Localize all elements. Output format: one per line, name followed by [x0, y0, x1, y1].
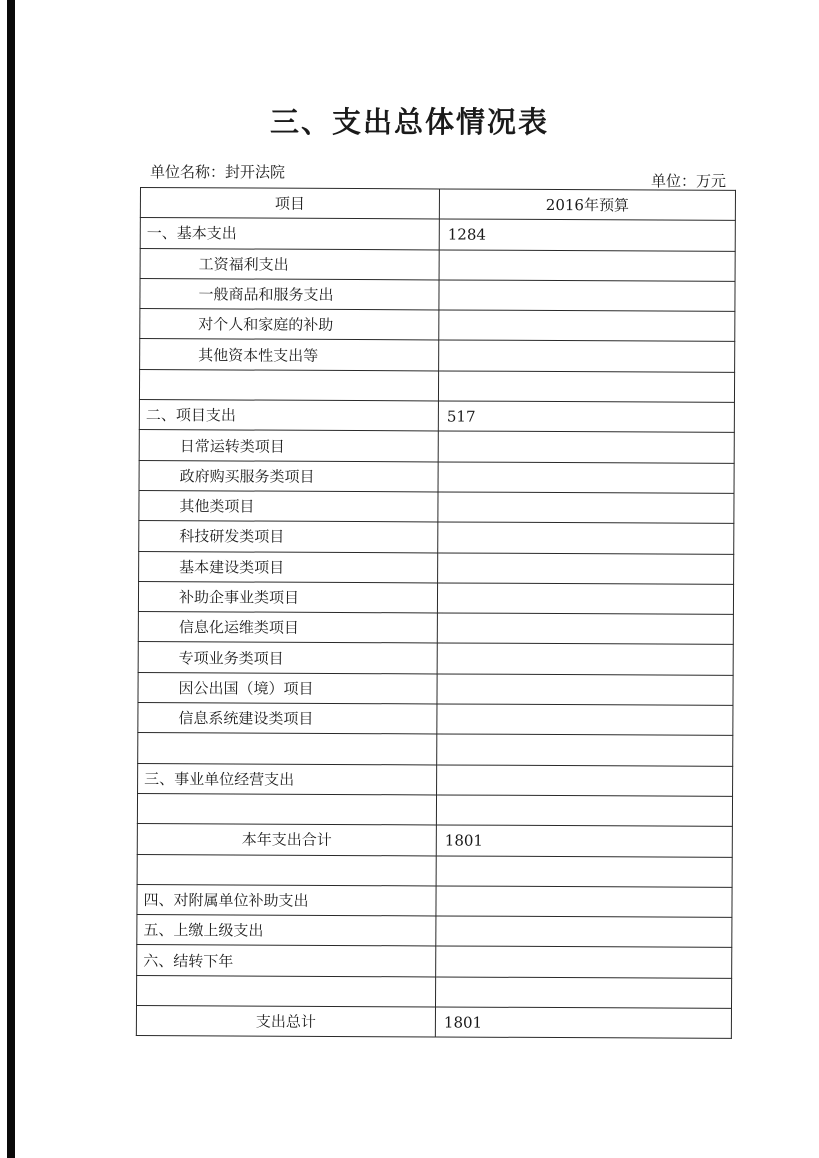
row-item-label: 五、上缴上级支出	[137, 915, 436, 947]
expenditure-table	[136, 187, 736, 1039]
table-row	[138, 642, 733, 675]
row-budget-value: 1284	[439, 219, 735, 251]
row-item-label: 一般商品和服务支出	[140, 278, 439, 310]
row-item-label: 补助企事业类项目	[138, 581, 437, 613]
row-budget-value	[439, 250, 735, 282]
page-title: 三、支出总体情况表	[269, 105, 549, 139]
table-row	[139, 460, 734, 493]
table-row	[136, 975, 731, 1008]
row-budget-value: 1801	[435, 1007, 731, 1039]
header-item: 项目	[140, 188, 439, 220]
table-row	[138, 763, 733, 796]
row-budget-value	[438, 492, 734, 524]
table-row	[140, 218, 735, 251]
table-body	[136, 218, 735, 1039]
table-row	[140, 339, 735, 372]
table-row	[136, 1006, 731, 1039]
row-budget-value	[437, 765, 733, 797]
row-item-label: 四、对附属单位补助支出	[137, 884, 436, 916]
row-item-label: 六、结转下年	[137, 945, 436, 977]
row-item-label: 日常运转类项目	[139, 430, 438, 462]
row-item-label: 因公出国（境）项目	[138, 672, 437, 704]
row-budget-value	[436, 946, 732, 978]
row-budget-value	[437, 613, 733, 645]
expenditure-table-wrapper	[136, 187, 736, 1039]
row-budget-value	[437, 704, 733, 736]
row-item-label: 对个人和家庭的补助	[140, 309, 439, 341]
row-budget-value	[436, 795, 732, 827]
row-item-label: 二、项目支出	[139, 400, 438, 432]
table-row	[137, 824, 732, 857]
row-item-label	[138, 733, 437, 765]
row-budget-value	[439, 340, 735, 372]
table-row	[139, 430, 734, 463]
row-budget-value: 517	[438, 401, 734, 433]
table-row	[139, 400, 734, 433]
table-row	[138, 581, 733, 614]
row-item-label: 其他资本性支出等	[140, 339, 439, 371]
row-item-label: 其他类项目	[139, 490, 438, 522]
row-item-label	[137, 854, 436, 886]
row-item-label: 一、基本支出	[140, 218, 439, 250]
table-header-row	[140, 188, 735, 221]
row-budget-value	[436, 916, 732, 948]
unit-name: 单位名称：封开法院	[150, 163, 286, 181]
table-row	[140, 309, 735, 342]
header-budget: 2016年预算	[439, 189, 735, 221]
row-item-label: 支出总计	[136, 1006, 435, 1038]
row-budget-value	[439, 310, 735, 342]
row-item-label: 信息化运维类项目	[138, 612, 437, 644]
row-budget-value	[438, 431, 734, 463]
row-budget-value	[439, 280, 735, 312]
row-budget-value	[436, 886, 732, 918]
table-row	[137, 945, 732, 978]
row-budget-value	[437, 734, 733, 766]
page-binding-edge	[7, 0, 15, 1158]
row-budget-value	[438, 553, 734, 585]
row-budget-value	[436, 855, 732, 887]
row-budget-value	[438, 371, 734, 403]
table-row	[139, 490, 734, 523]
table-row	[139, 369, 734, 402]
row-item-label: 本年支出合计	[137, 824, 436, 856]
table-row	[137, 793, 732, 826]
row-item-label: 专项业务类项目	[138, 642, 437, 674]
row-budget-value	[437, 674, 733, 706]
unit-label: 单位：万元	[651, 172, 727, 190]
table-row	[138, 612, 733, 645]
table-row	[139, 521, 734, 554]
row-item-label: 科技研发类项目	[139, 521, 438, 553]
row-budget-value	[435, 977, 731, 1009]
table-row	[140, 278, 735, 311]
row-item-label	[136, 975, 435, 1007]
row-budget-value	[437, 643, 733, 675]
row-budget-value	[438, 522, 734, 554]
row-item-label: 政府购买服务类项目	[139, 460, 438, 492]
table-row	[138, 672, 733, 705]
row-budget-value: 1801	[436, 825, 732, 857]
row-budget-value	[438, 462, 734, 494]
table-row	[137, 884, 732, 917]
row-item-label: 基本建设类项目	[139, 551, 438, 583]
table-row	[139, 551, 734, 584]
row-item-label	[139, 369, 438, 401]
row-item-label	[137, 793, 436, 825]
table-row	[138, 733, 733, 766]
table-row	[140, 248, 735, 281]
row-item-label: 工资福利支出	[140, 248, 439, 280]
row-item-label: 信息系统建设类项目	[138, 703, 437, 735]
row-budget-value	[437, 583, 733, 615]
table-row	[137, 915, 732, 948]
row-item-label: 三、事业单位经营支出	[138, 763, 437, 795]
table-row	[138, 703, 733, 736]
table-row	[137, 854, 732, 887]
